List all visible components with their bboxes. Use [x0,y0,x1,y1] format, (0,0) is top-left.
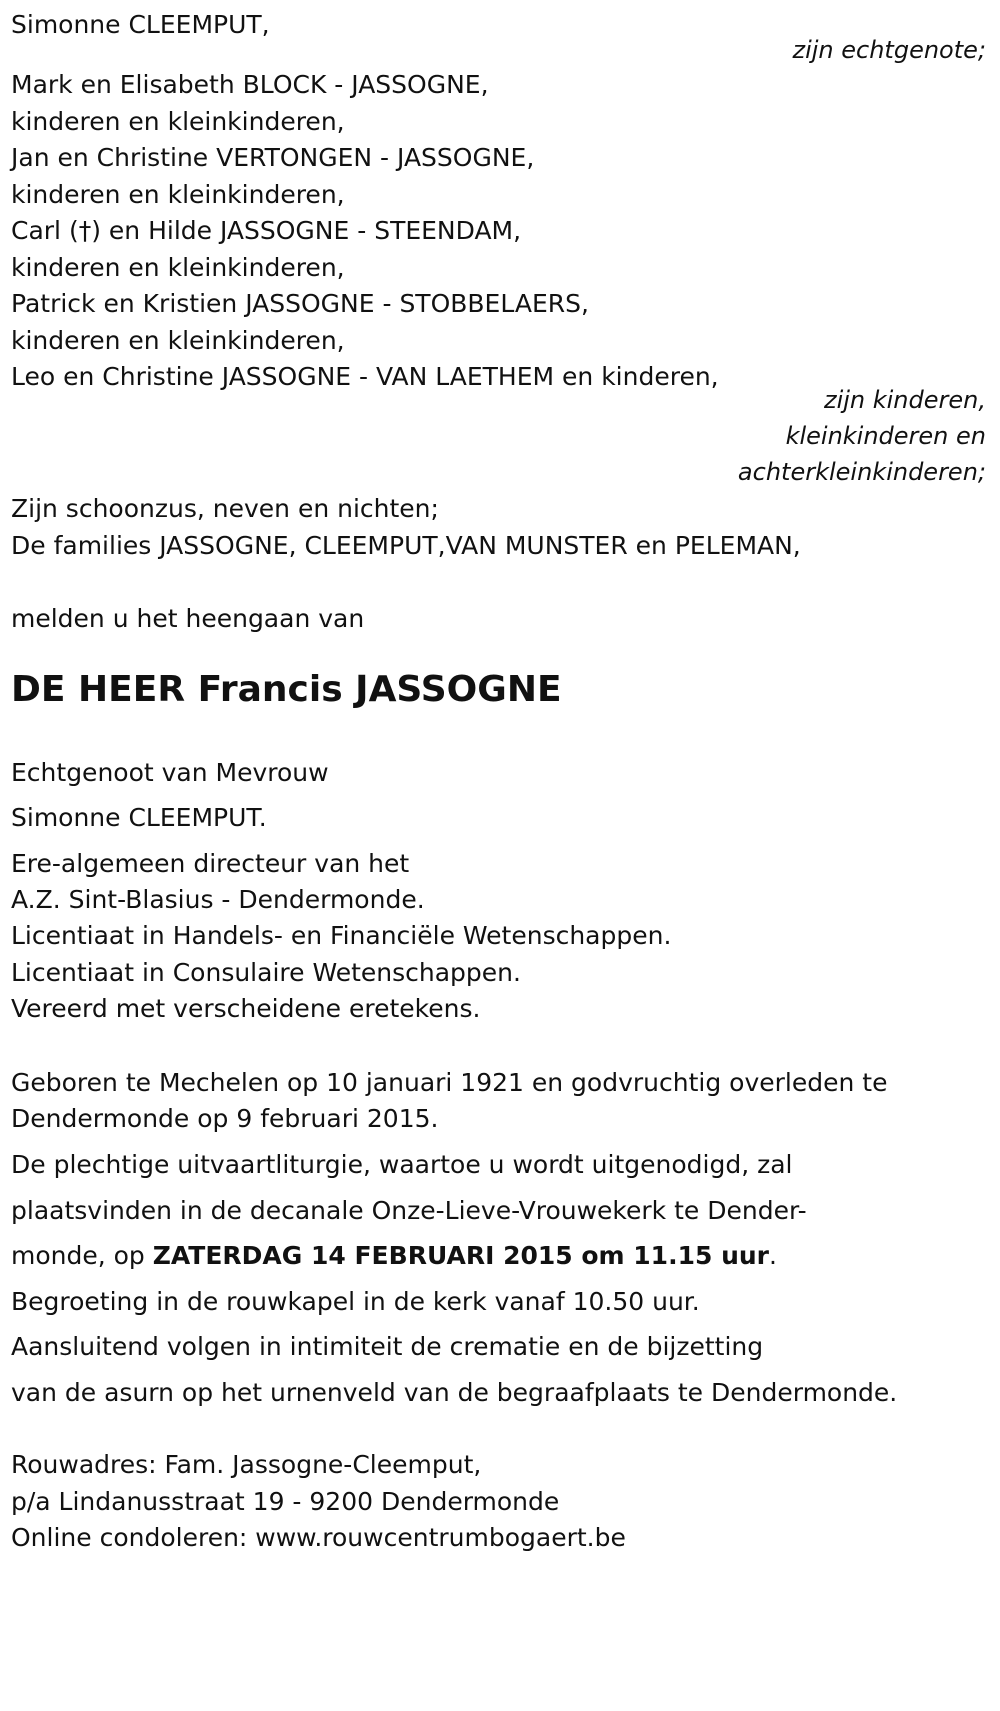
title-line: A.Z. Sint-Blasius - Dendermonde. [11,885,425,914]
title-line: Vereerd met verscheidene eretekens. [11,994,481,1023]
announcement: melden u het heengaan van [11,604,365,633]
children-line: Patrick en Kristien JASSOGNE - STOBBELAERS, [11,289,589,318]
birth-death-line: Geboren te Mechelen op 10 januari 1921 en godvruchtig overleden te [11,1068,888,1097]
deceased-name: DE HEER Francis JASSOGNE [11,669,562,710]
funeral-date-suffix: . [769,1241,777,1270]
funeral-line: De plechtige uitvaartliturgie, waartoe u wordt uitgenodigd, zal [11,1150,793,1179]
children-role: achterkleinkinderen; [737,458,986,486]
relatives-line: De families JASSOGNE, CLEEMPUT,VAN MUNSTER en PELEMAN, [11,531,801,560]
spouse-of-line: Simonne CLEEMPUT. [11,803,267,832]
contact-line: Online condoleren: www.rouwcentrumbogaert.be [11,1523,626,1552]
funeral-line: Begroeting in de rouwkapel in de kerk vanaf 10.50 uur. [11,1287,700,1316]
children-line: Jan en Christine VERTONGEN - JASSOGNE, [11,143,535,172]
funeral-line: Aansluitend volgen in intimiteit de crematie en de bijzetting [11,1332,764,1361]
title-line: Ere-algemeen directeur van het [11,849,410,878]
children-role: kleinkinderen en [785,422,986,450]
funeral-line: plaatsvinden in de decanale Onze-Lieve-Vrouwekerk te Dender- [11,1196,807,1225]
children-line: kinderen en kleinkinderen, [11,253,345,282]
funeral-line: van de asurn op het urnenveld van de begraafplaats te Dendermonde. [11,1378,898,1407]
contact-line: p/a Lindanusstraat 19 - 9200 Dendermonde [11,1487,560,1516]
children-line: kinderen en kleinkinderen, [11,326,345,355]
spouse-name: Simonne CLEEMPUT, [11,10,270,39]
funeral-date-prefix: monde, op [11,1241,153,1270]
spouse-of-line: Echtgenoot van Mevrouw [11,758,329,787]
birth-death-line: Dendermonde op 9 februari 2015. [11,1104,439,1133]
children-line: Carl (†) en Hilde JASSOGNE - STEENDAM, [11,216,522,245]
children-line: Mark en Elisabeth BLOCK - JASSOGNE, [11,70,489,99]
funeral-date-line [11,1243,777,1268]
children-role: zijn kinderen, [823,386,986,414]
title-line: Licentiaat in Handels- en Financiële Wetenschappen. [11,921,672,950]
children-line: kinderen en kleinkinderen, [11,180,345,209]
title-line: Licentiaat in Consulaire Wetenschappen. [11,958,521,987]
spouse-role: zijn echtgenote; [792,36,986,64]
funeral-date-highlight: ZATERDAG 14 FEBRUARI 2015 om 11.15 uur [152,1241,769,1270]
children-line: kinderen en kleinkinderen, [11,107,345,136]
children-line: Leo en Christine JASSOGNE - VAN LAETHEM en kinderen, [11,362,719,391]
contact-line: Rouwadres: Fam. Jassogne-Cleemput, [11,1450,482,1479]
relatives-line: Zijn schoonzus, neven en nichten; [11,494,439,523]
